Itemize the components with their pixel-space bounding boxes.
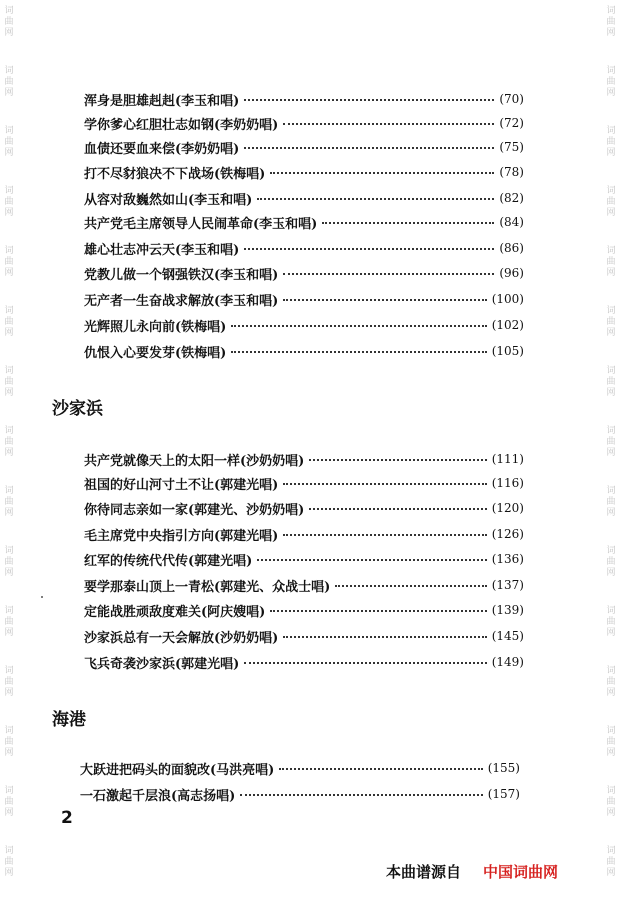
watermark-char: 词 [606, 786, 616, 796]
source-footer [386, 861, 558, 882]
toc-entry[interactable] [84, 498, 524, 518]
watermark-char: 网 [4, 148, 14, 158]
watermark-char: 词 [606, 726, 616, 736]
leader-dots [240, 794, 482, 796]
toc-entry-title: 血债还要血来偿(李奶奶唱) [84, 141, 240, 157]
toc-entry-title: 共产党毛主席领导人民闹革命(李玉和唱) [84, 216, 318, 232]
watermark-mark [604, 6, 618, 39]
watermark-char: 网 [606, 388, 616, 398]
toc-entry-title: 党教儿做一个钢强铁汉(李玉和唱) [84, 267, 279, 283]
toc-entry-title: 光辉照儿永向前(铁梅唱) [84, 319, 227, 335]
watermark-char: 词 [4, 606, 14, 616]
watermark-mark [2, 6, 16, 39]
leader-dots [270, 172, 494, 174]
watermark-char: 曲 [4, 257, 14, 267]
toc-entry[interactable] [84, 549, 524, 569]
watermark-char: 词 [4, 726, 14, 736]
toc-entry-page: (70) [499, 92, 524, 106]
watermark-char: 曲 [606, 17, 616, 27]
toc-entry-page: (102) [491, 318, 524, 332]
watermark-mark [604, 786, 618, 819]
watermark-mark [604, 246, 618, 279]
watermark-mark [604, 726, 618, 759]
toc-entry-title: 你待同志亲如一家(郭建光、沙奶奶唱) [84, 502, 305, 518]
watermark-char: 词 [606, 126, 616, 136]
watermark-char: 词 [606, 66, 616, 76]
watermark-mark [604, 606, 618, 639]
watermark-char: 曲 [606, 197, 616, 207]
watermark-char: 网 [606, 148, 616, 158]
watermark-mark [2, 726, 16, 759]
watermark-char: 网 [606, 328, 616, 338]
watermark-char: 曲 [4, 617, 14, 627]
watermark-char: 词 [606, 606, 616, 616]
watermark-char: 词 [4, 666, 14, 676]
watermark-char: 曲 [4, 197, 14, 207]
watermark-char: 网 [4, 508, 14, 518]
toc-entry[interactable] [84, 626, 524, 646]
toc-entry[interactable] [84, 524, 524, 544]
watermark-char: 网 [4, 208, 14, 218]
watermark-char: 词 [606, 186, 616, 196]
watermark-char: 词 [4, 6, 14, 16]
toc-entry-title: 定能战胜顽敌度难关(阿庆嫂唱) [84, 604, 266, 620]
leader-dots [283, 273, 494, 275]
toc-entry-title: 从容对敌巍然如山(李玉和唱) [84, 192, 253, 208]
leader-dots [231, 351, 486, 353]
watermark-mark [604, 486, 618, 519]
toc-entry[interactable] [84, 315, 524, 335]
watermark-char: 网 [606, 508, 616, 518]
watermark-char: 词 [4, 306, 14, 316]
toc-entry-title: 仇恨入心要发芽(铁梅唱) [84, 345, 227, 361]
watermark-char: 网 [606, 868, 616, 878]
leader-dots [244, 662, 486, 664]
watermark-char: 曲 [4, 857, 14, 867]
watermark-char: 曲 [606, 617, 616, 627]
watermark-mark [604, 666, 618, 699]
watermark-char: 网 [4, 688, 14, 698]
watermark-mark [2, 546, 16, 579]
watermark-char: 曲 [606, 437, 616, 447]
watermark-char: 词 [4, 66, 14, 76]
leader-dots [231, 325, 486, 327]
watermark-char: 网 [4, 328, 14, 338]
watermark-char: 曲 [606, 137, 616, 147]
toc-entry-page: (136) [491, 552, 524, 566]
watermark-char: 词 [606, 306, 616, 316]
watermark-char: 曲 [4, 377, 14, 387]
toc-entry-page: (111) [491, 452, 524, 466]
watermark-char: 网 [606, 28, 616, 38]
toc-entry[interactable] [84, 188, 524, 208]
watermark-char: 网 [4, 748, 14, 758]
leader-dots [309, 459, 486, 461]
watermark-column-right [604, 0, 618, 910]
toc-entry-page: (145) [491, 629, 524, 643]
watermark-char: 词 [606, 246, 616, 256]
toc-entry-page: (100) [491, 292, 524, 306]
watermark-char: 网 [4, 628, 14, 638]
watermark-char: 曲 [4, 797, 14, 807]
watermark-char: 曲 [606, 677, 616, 687]
toc-entry-page: (96) [499, 266, 524, 280]
toc-entry-title: 无产者一生奋战求解放(李玉和唱) [84, 293, 279, 309]
toc-entry-page: (137) [491, 578, 524, 592]
watermark-char: 网 [606, 688, 616, 698]
toc-entry-page: (126) [491, 527, 524, 541]
watermark-char: 曲 [4, 317, 14, 327]
watermark-char: 曲 [606, 77, 616, 87]
watermark-mark [604, 66, 618, 99]
toc-entry-page: (139) [491, 603, 524, 617]
toc-entry[interactable] [84, 652, 524, 672]
source-label: 本曲谱源自 [386, 863, 462, 881]
section-heading: 沙家浜 [52, 399, 103, 419]
toc-entry[interactable] [84, 263, 524, 283]
toc-entry[interactable] [84, 575, 524, 595]
leader-dots [283, 299, 486, 301]
watermark-char: 网 [4, 268, 14, 278]
toc-entry[interactable] [84, 289, 524, 309]
toc-entry-page: (84) [499, 215, 524, 229]
watermark-char: 词 [4, 126, 14, 136]
watermark-char: 曲 [4, 17, 14, 27]
watermark-mark [2, 426, 16, 459]
toc-entry[interactable] [84, 238, 524, 258]
toc-entry-page: (86) [499, 241, 524, 255]
watermark-char: 网 [4, 88, 14, 98]
toc-entry-page: (116) [491, 476, 524, 490]
toc-entry[interactable] [84, 600, 524, 620]
watermark-char: 网 [606, 568, 616, 578]
toc-entry-title: 打不尽豺狼决不下战场(铁梅唱) [84, 166, 266, 182]
watermark-char: 网 [606, 448, 616, 458]
watermark-char: 曲 [606, 377, 616, 387]
leader-dots [244, 147, 494, 149]
watermark-char: 网 [4, 388, 14, 398]
leader-dots [322, 222, 494, 224]
watermark-char: 词 [4, 186, 14, 196]
toc-entry[interactable] [84, 212, 524, 232]
toc-entry-title: 毛主席党中央指引方向(郭建光唱) [84, 528, 279, 544]
toc-entry-page: (72) [499, 116, 524, 130]
watermark-char: 网 [606, 628, 616, 638]
watermark-mark [604, 546, 618, 579]
toc-entry[interactable] [84, 341, 524, 361]
toc-entry-title: 要学那泰山顶上一青松(郭建光、众战士唱) [84, 579, 331, 595]
toc-entry-title: 红军的传统代代传(郭建光唱) [84, 553, 253, 569]
toc-entry-title: 沙家浜总有一天会解放(沙奶奶唱) [84, 630, 279, 646]
toc-entry-page: (157) [487, 787, 520, 801]
leader-dots [270, 610, 486, 612]
toc-entry-page: (149) [491, 655, 524, 669]
watermark-char: 曲 [606, 857, 616, 867]
watermark-mark [604, 306, 618, 339]
watermark-mark [2, 606, 16, 639]
watermark-char: 网 [606, 208, 616, 218]
watermark-char: 网 [4, 568, 14, 578]
leader-dots [283, 123, 494, 125]
watermark-char: 词 [4, 426, 14, 436]
watermark-mark [604, 426, 618, 459]
toc-entry-page: (105) [491, 344, 524, 358]
watermark-char: 网 [606, 268, 616, 278]
leader-dots [279, 768, 482, 770]
toc-entry[interactable] [84, 473, 524, 493]
watermark-char: 词 [606, 666, 616, 676]
toc-entry[interactable] [84, 113, 524, 133]
leader-dots [309, 508, 486, 510]
watermark-char: 曲 [4, 737, 14, 747]
toc-entry[interactable] [84, 89, 524, 109]
watermark-char: 词 [606, 846, 616, 856]
watermark-char: 网 [606, 808, 616, 818]
watermark-char: 曲 [606, 317, 616, 327]
toc-entry-page: (78) [499, 165, 524, 179]
watermark-mark [2, 786, 16, 819]
leader-dots [335, 585, 486, 587]
leader-dots [283, 636, 486, 638]
watermark-char: 词 [4, 546, 14, 556]
watermark-char: 曲 [4, 437, 14, 447]
toc-entry-title: 雄心壮志冲云天(李玉和唱) [84, 242, 240, 258]
leader-dots [283, 483, 486, 485]
watermark-mark [604, 366, 618, 399]
toc-entry-title: 一石激起千层浪(高志扬唱) [80, 788, 236, 804]
watermark-char: 网 [606, 748, 616, 758]
watermark-char: 网 [4, 448, 14, 458]
toc-entry-title: 祖国的好山河寸土不让(郭建光唱) [84, 477, 279, 493]
watermark-mark [604, 186, 618, 219]
toc-entry-title: 学你爹心红胆壮志如钢(李奶奶唱) [84, 117, 279, 133]
watermark-char: 词 [606, 546, 616, 556]
watermark-mark [2, 666, 16, 699]
watermark-char: 曲 [4, 677, 14, 687]
toc-entry-page: (120) [491, 501, 524, 515]
watermark-char: 词 [606, 426, 616, 436]
watermark-char: 曲 [606, 797, 616, 807]
toc-entry-title: 飞兵奇袭沙家浜(郭建光唱) [84, 656, 240, 672]
watermark-char: 词 [606, 486, 616, 496]
watermark-char: 网 [4, 868, 14, 878]
watermark-mark [2, 66, 16, 99]
leader-dots [244, 248, 494, 250]
toc-entry[interactable] [84, 162, 524, 182]
watermark-char: 曲 [606, 497, 616, 507]
toc-entry-title: 共产党就像天上的太阳一样(沙奶奶唱) [84, 453, 305, 469]
leader-dots [257, 559, 486, 561]
watermark-mark [2, 186, 16, 219]
watermark-char: 曲 [4, 137, 14, 147]
watermark-mark [604, 126, 618, 159]
watermark-char: 词 [4, 846, 14, 856]
watermark-mark [2, 246, 16, 279]
toc-entry[interactable] [84, 137, 524, 157]
brand-link[interactable]: 中国词曲网 [483, 863, 559, 881]
watermark-char: 词 [606, 366, 616, 376]
watermark-char: 曲 [606, 557, 616, 567]
leader-dots [283, 534, 486, 536]
watermark-char: 曲 [606, 257, 616, 267]
watermark-mark [2, 126, 16, 159]
watermark-column-left [2, 0, 16, 910]
watermark-char: 词 [4, 366, 14, 376]
toc-entry-page: (155) [487, 761, 520, 775]
section-heading: 海港 [52, 710, 86, 730]
toc-entry-title: 大跃进把码头的面貌改(马洪亮唱) [80, 762, 275, 778]
watermark-char: 词 [4, 486, 14, 496]
scan-speck [41, 596, 43, 598]
watermark-char: 网 [4, 28, 14, 38]
watermark-char: 网 [606, 88, 616, 98]
toc-entry-page: (82) [499, 191, 524, 205]
watermark-mark [2, 846, 16, 879]
toc-entry[interactable] [80, 758, 520, 778]
watermark-char: 词 [606, 6, 616, 16]
watermark-char: 曲 [4, 77, 14, 87]
toc-entry[interactable] [84, 449, 524, 469]
watermark-char: 词 [4, 786, 14, 796]
watermark-mark [2, 366, 16, 399]
leader-dots [257, 198, 494, 200]
watermark-mark [2, 486, 16, 519]
toc-entry[interactable] [80, 784, 520, 804]
watermark-char: 曲 [606, 737, 616, 747]
watermark-mark [604, 846, 618, 879]
toc-entry-page: (75) [499, 140, 524, 154]
watermark-char: 网 [4, 808, 14, 818]
watermark-char: 词 [4, 246, 14, 256]
watermark-char: 曲 [4, 497, 14, 507]
watermark-char: 曲 [4, 557, 14, 567]
toc-entry-title: 浑身是胆雄赳赳(李玉和唱) [84, 93, 240, 109]
page-number: 2 [61, 808, 73, 828]
leader-dots [244, 99, 494, 101]
watermark-mark [2, 306, 16, 339]
